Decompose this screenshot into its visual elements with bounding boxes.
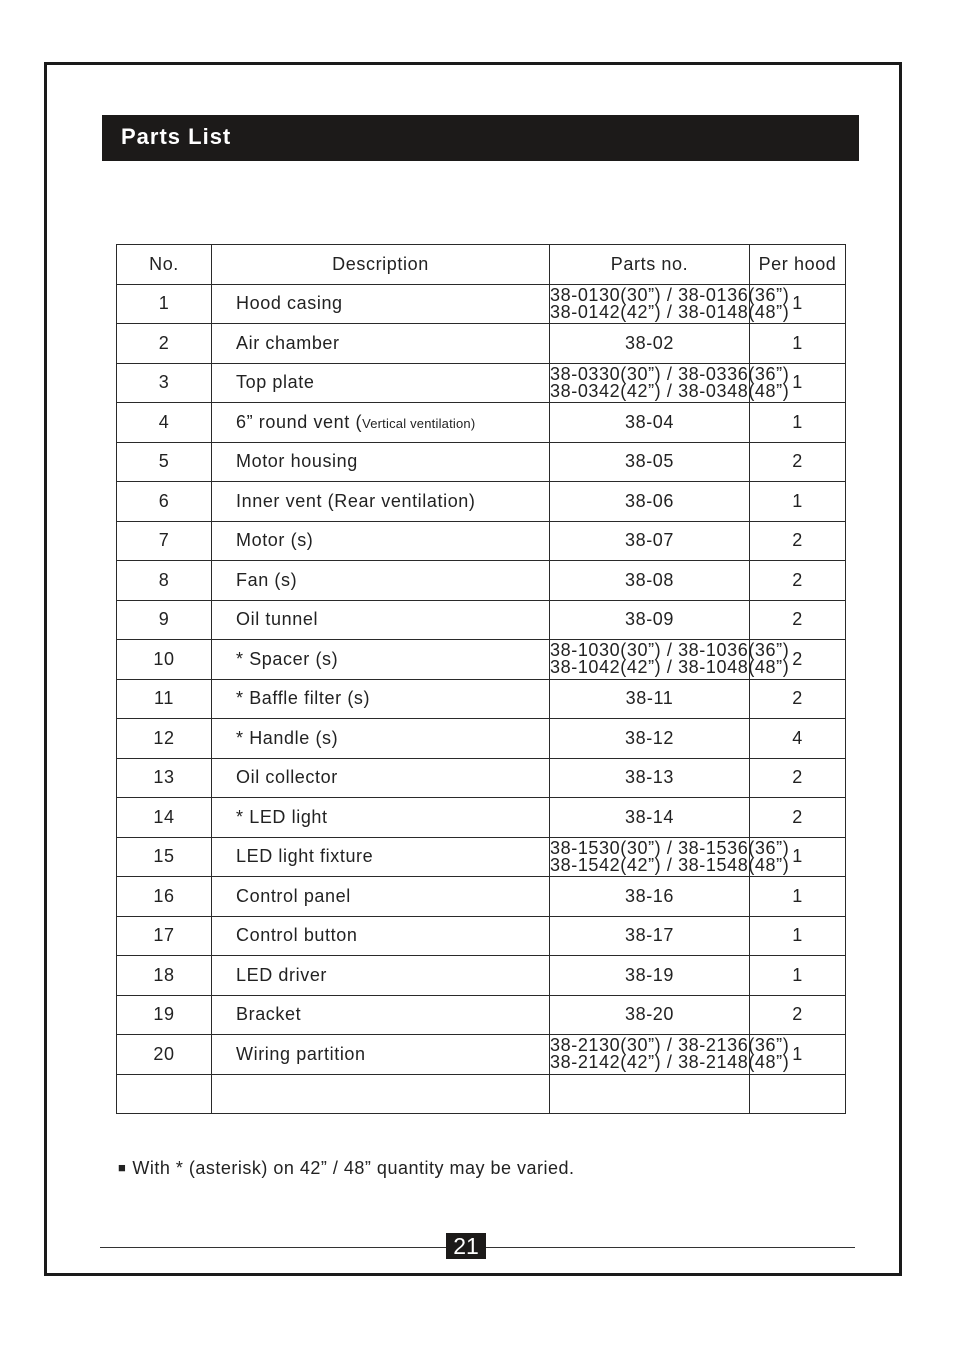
description-text: Air chamber (236, 332, 340, 353)
cell-description (212, 403, 550, 443)
cell-description (212, 482, 550, 522)
cell-parts-no (550, 640, 790, 680)
cell-per-hood: 1 (750, 916, 846, 956)
table-row (117, 442, 846, 482)
table-row (117, 916, 846, 956)
cell-description (212, 758, 550, 798)
cell-no: 18 (117, 956, 212, 996)
parts-no-line: 38-1542(42”) / 38-1548(48”) (550, 854, 790, 875)
description-text: 6” round vent ( (236, 411, 363, 432)
cell-per-hood: 1 (750, 1035, 846, 1075)
parts-table-body (117, 284, 846, 1114)
cell-parts-no: 38-08 (550, 561, 750, 601)
description-text: Bracket (236, 1004, 302, 1025)
empty-cell (117, 1074, 212, 1114)
section-title: Parts List (121, 124, 232, 149)
cell-description (212, 640, 550, 680)
asterisk-note (118, 1158, 575, 1179)
cell-parts-no: 38-12 (550, 719, 750, 759)
description-text: * Baffle filter (s) (236, 688, 371, 709)
header-parts-no: Parts no. (550, 245, 750, 285)
parts-no-line: 38-1530(30”) / 38-1536(36”) (550, 837, 790, 858)
cell-description (212, 837, 550, 877)
cell-description (212, 561, 550, 601)
description-text: LED driver (236, 964, 328, 985)
cell-parts-no: 38-07 (550, 521, 750, 561)
cell-parts-no (550, 363, 790, 403)
description-text: Oil collector (236, 767, 338, 788)
cell-per-hood: 1 (750, 482, 846, 522)
cell-parts-no: 38-02 (550, 324, 750, 364)
cell-no: 6 (117, 482, 212, 522)
description-note: Vertical ventilation) (362, 415, 476, 431)
parts-no-line: 38-0330(30”) / 38-0336(36”) (550, 363, 790, 384)
cell-no: 15 (117, 837, 212, 877)
cell-parts-no: 38-14 (550, 798, 750, 838)
table-row (117, 363, 846, 403)
cell-parts-no (550, 1035, 790, 1075)
description-text: * Handle (s) (236, 727, 339, 748)
cell-parts-no: 38-11 (550, 679, 750, 719)
cell-description (212, 284, 550, 324)
description-text: Motor housing (236, 451, 358, 472)
description-text: Fan (s) (236, 569, 298, 590)
cell-per-hood: 2 (750, 561, 846, 601)
cell-no: 17 (117, 916, 212, 956)
cell-description (212, 916, 550, 956)
table-row (117, 837, 846, 877)
table-row (117, 956, 846, 996)
cell-per-hood: 2 (750, 640, 846, 680)
cell-no: 2 (117, 324, 212, 364)
cell-no: 14 (117, 798, 212, 838)
cell-no: 19 (117, 995, 212, 1035)
parts-no-line: 38-0130(30”) / 38-0136(36”) (550, 284, 790, 305)
table-row (117, 877, 846, 917)
cell-description (212, 324, 550, 364)
cell-no: 9 (117, 600, 212, 640)
parts-no-line: 38-0342(42”) / 38-0348(48”) (550, 380, 790, 401)
cell-per-hood: 2 (750, 758, 846, 798)
cell-parts-no: 38-04 (550, 403, 750, 443)
table-row (117, 482, 846, 522)
description-text: Inner vent (Rear ventilation) (236, 490, 476, 511)
cell-no: 4 (117, 403, 212, 443)
description-text: Oil tunnel (236, 609, 319, 630)
parts-no-line: 38-2130(30”) / 38-2136(36”) (550, 1035, 790, 1056)
cell-description (212, 442, 550, 482)
description-text: LED light fixture (236, 846, 374, 867)
cell-per-hood: 1 (750, 837, 846, 877)
cell-description (212, 798, 550, 838)
cell-per-hood: 1 (750, 956, 846, 996)
cell-description (212, 956, 550, 996)
cell-description (212, 995, 550, 1035)
table-row (117, 324, 846, 364)
parts-table (116, 244, 846, 1114)
table-row (117, 640, 846, 680)
cell-no: 1 (117, 284, 212, 324)
footer-rule-left (100, 1247, 446, 1248)
cell-parts-no: 38-09 (550, 600, 750, 640)
cell-parts-no: 38-19 (550, 956, 750, 996)
footer-rule-right (486, 1247, 855, 1248)
cell-per-hood: 2 (750, 600, 846, 640)
parts-no-line: 38-2142(42”) / 38-2148(48”) (550, 1052, 790, 1073)
table-row (117, 403, 846, 443)
description-text: Motor (s) (236, 530, 314, 551)
square-bullet-icon: ■ (118, 1160, 127, 1175)
cell-per-hood: 1 (750, 363, 846, 403)
header-description: Description (212, 245, 550, 285)
description-text: Control button (236, 925, 358, 946)
parts-no-line: 38-1030(30”) / 38-1036(36”) (550, 640, 790, 661)
cell-per-hood: 1 (750, 324, 846, 364)
table-row-empty (117, 1074, 846, 1114)
cell-description (212, 600, 550, 640)
cell-no: 16 (117, 877, 212, 917)
header-no: No. (117, 245, 212, 285)
cell-description (212, 877, 550, 917)
table-row (117, 284, 846, 324)
cell-description (212, 521, 550, 561)
cell-no: 20 (117, 1035, 212, 1075)
cell-no: 3 (117, 363, 212, 403)
table-row (117, 995, 846, 1035)
table-row (117, 561, 846, 601)
table-row (117, 679, 846, 719)
note-text: With * (asterisk) on 42” / 48” quantity may be varied. (132, 1158, 575, 1178)
empty-cell (750, 1074, 846, 1114)
page-number: 21 (446, 1233, 486, 1259)
table-row (117, 600, 846, 640)
description-text: Top plate (236, 372, 315, 393)
empty-cell (212, 1074, 550, 1114)
cell-description (212, 363, 550, 403)
table-row (117, 798, 846, 838)
cell-parts-no: 38-13 (550, 758, 750, 798)
cell-parts-no (550, 284, 790, 324)
cell-per-hood: 2 (750, 679, 846, 719)
table-row (117, 758, 846, 798)
cell-no: 8 (117, 561, 212, 601)
cell-description (212, 1035, 550, 1075)
cell-per-hood: 1 (750, 284, 846, 324)
cell-no: 13 (117, 758, 212, 798)
cell-parts-no: 38-05 (550, 442, 750, 482)
cell-no: 7 (117, 521, 212, 561)
cell-description (212, 679, 550, 719)
cell-description (212, 719, 550, 759)
cell-parts-no: 38-16 (550, 877, 750, 917)
cell-no: 11 (117, 679, 212, 719)
description-text: Control panel (236, 885, 351, 906)
cell-no: 5 (117, 442, 212, 482)
cell-per-hood: 2 (750, 995, 846, 1035)
cell-no: 12 (117, 719, 212, 759)
description-text: Wiring partition (236, 1043, 366, 1064)
table-header-row (117, 245, 846, 285)
parts-no-line: 38-1042(42”) / 38-1048(48”) (550, 657, 790, 678)
table-row (117, 521, 846, 561)
cell-per-hood: 2 (750, 521, 846, 561)
cell-parts-no: 38-06 (550, 482, 750, 522)
empty-cell (550, 1074, 750, 1114)
cell-no: 10 (117, 640, 212, 680)
cell-parts-no: 38-20 (550, 995, 750, 1035)
cell-per-hood: 2 (750, 798, 846, 838)
cell-parts-no: 38-17 (550, 916, 750, 956)
cell-parts-no (550, 837, 790, 877)
table-row (117, 1035, 846, 1075)
header-per-hood: Per hood (750, 245, 846, 285)
parts-no-line: 38-0142(42”) / 38-0148(48”) (550, 301, 790, 322)
description-text: * Spacer (s) (236, 648, 339, 669)
description-text: * LED light (236, 806, 328, 827)
cell-per-hood: 1 (750, 403, 846, 443)
description-text: Hood casing (236, 293, 343, 314)
cell-per-hood: 1 (750, 877, 846, 917)
table-row (117, 719, 846, 759)
section-header (102, 115, 859, 161)
cell-per-hood: 4 (750, 719, 846, 759)
cell-per-hood: 2 (750, 442, 846, 482)
